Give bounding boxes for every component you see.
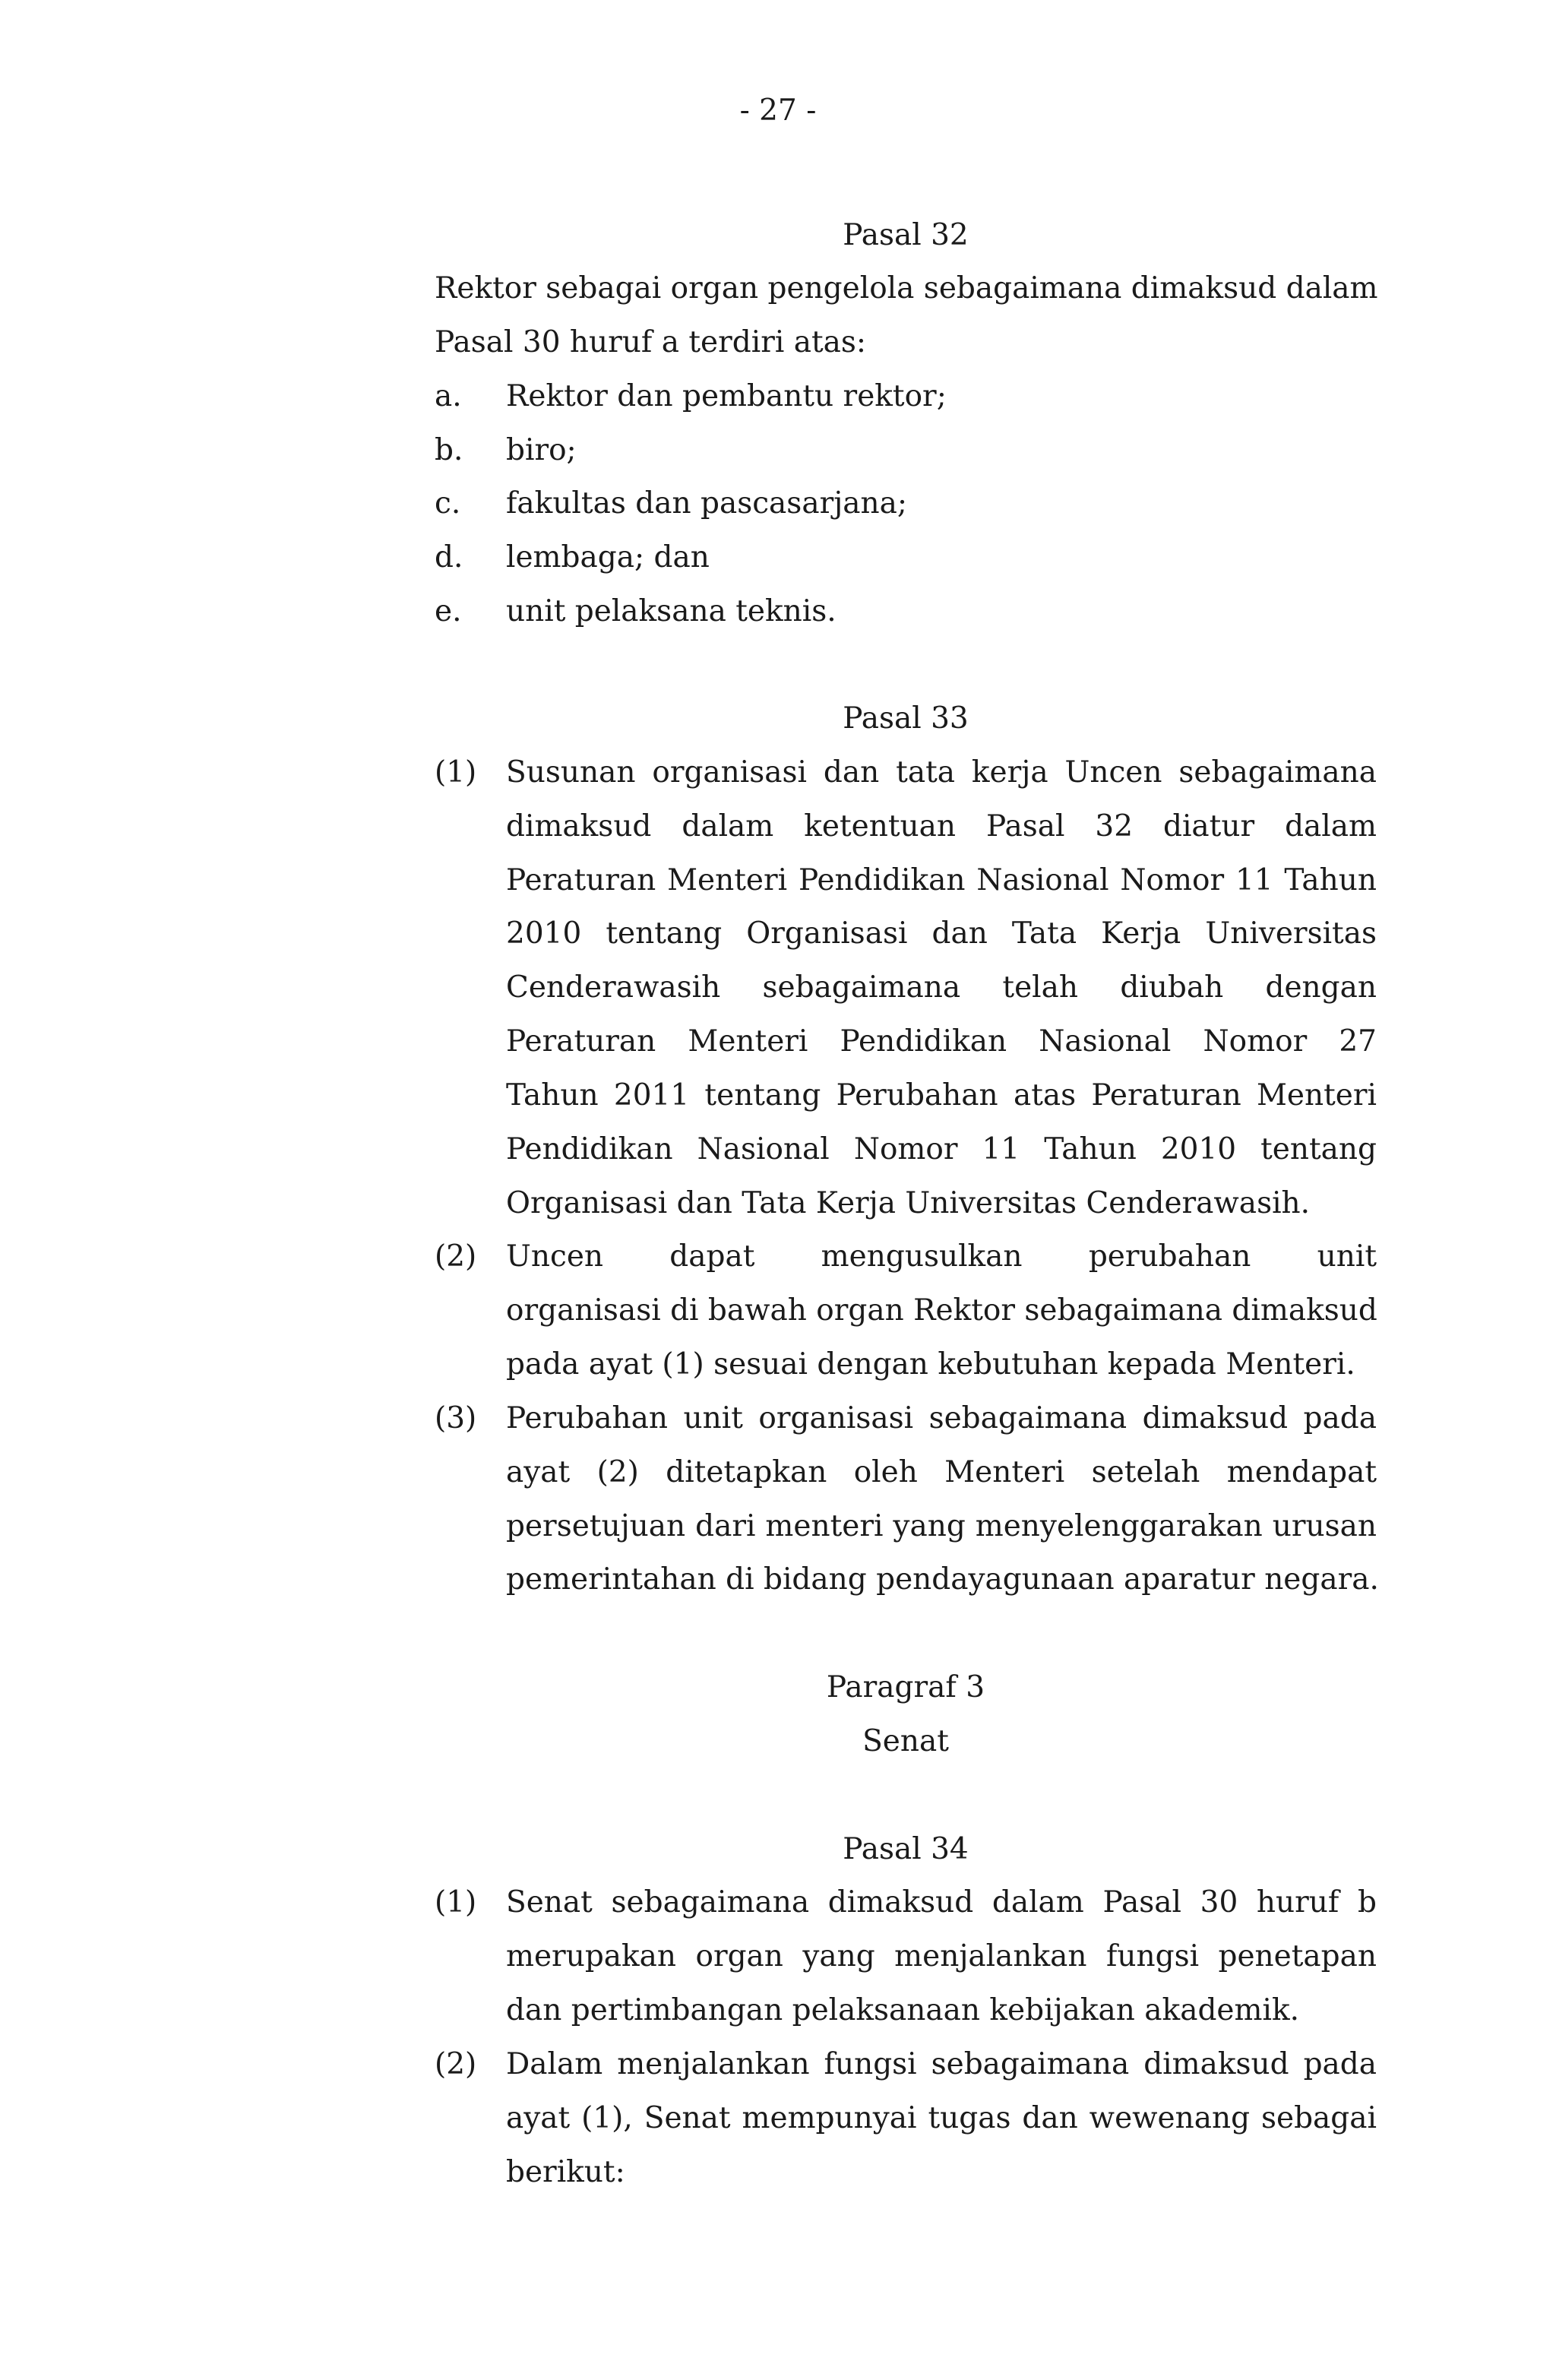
ayat-text-line: Peraturan Menteri Pendidikan Nasional Nomor 11 Tahun bbox=[506, 863, 1377, 897]
ayat-text-line: Perubahan unit organisasi sebagaimana dimaksud pada bbox=[506, 1401, 1377, 1435]
ayat-marker: (2) bbox=[435, 2047, 477, 2081]
ayat-text-line: Susunan organisasi dan tata kerja Uncen sebagaimana bbox=[506, 755, 1377, 790]
ayat-text-line: berikut: bbox=[506, 2155, 625, 2189]
ayat-text-line: Tahun 2011 tentang Perubahan atas Peraturan Menteri bbox=[506, 1078, 1377, 1112]
ayat-text-line: pada ayat (1) sesuai dengan kebutuhan kepada Menteri. bbox=[506, 1347, 1355, 1381]
ayat-marker: (2) bbox=[435, 1239, 477, 1274]
list-item-text: lembaga; dan bbox=[506, 540, 710, 574]
ayat-text-line: organisasi di bawah organ Rektor sebagaimana dimaksud bbox=[506, 1293, 1377, 1328]
pasal-33-title: Pasal 33 bbox=[843, 701, 969, 736]
list-item-marker: b. bbox=[435, 433, 463, 467]
ayat-marker: (3) bbox=[435, 1401, 477, 1435]
list-item-text: fakultas dan pascasarjana; bbox=[506, 486, 908, 521]
ayat-text-line: persetujuan dari menteri yang menyelenggarakan urusan bbox=[506, 1509, 1377, 1543]
pasal-32-intro-line: Pasal 30 huruf a terdiri atas: bbox=[435, 325, 867, 359]
ayat-marker: (1) bbox=[435, 1885, 477, 1920]
ayat-text-line: ayat (2) ditetapkan oleh Menteri setelah mendapat bbox=[506, 1455, 1377, 1489]
pasal-34-title: Pasal 34 bbox=[843, 1832, 969, 1866]
list-item-marker: a. bbox=[435, 379, 462, 413]
pasal-32-intro-line: Rektor sebagai organ pengelola sebagaimana dimaksud dalam bbox=[435, 271, 1378, 305]
ayat-text-line: Organisasi dan Tata Kerja Universitas Cenderawasih. bbox=[506, 1186, 1311, 1220]
pasal-32-title: Pasal 32 bbox=[843, 218, 969, 252]
ayat-text-line: 2010 tentang Organisasi dan Tata Kerja Universitas bbox=[506, 916, 1377, 951]
ayat-text-line: dan pertimbangan pelaksanaan kebijakan akademik. bbox=[506, 1993, 1299, 2027]
ayat-text-line: ayat (1), Senat mempunyai tugas dan wewenang sebagai bbox=[506, 2101, 1377, 2135]
list-item-marker: d. bbox=[435, 540, 463, 574]
list-item-text: biro; bbox=[506, 433, 577, 467]
ayat-text-line: dimaksud dalam ketentuan Pasal 32 diatur dalam bbox=[506, 809, 1377, 843]
ayat-text-line: Uncen dapat mengusulkan perubahan unit bbox=[506, 1239, 1377, 1274]
list-item-text: unit pelaksana teknis. bbox=[506, 594, 837, 628]
list-item-text: Rektor dan pembantu rektor; bbox=[506, 379, 947, 413]
ayat-marker: (1) bbox=[435, 755, 477, 790]
ayat-text-line: Dalam menjalankan fungsi sebagaimana dimaksud pada bbox=[506, 2047, 1377, 2081]
ayat-text-line: Cenderawasih sebagaimana telah diubah dengan bbox=[506, 970, 1377, 1005]
ayat-text-line: pemerintahan di bidang pendayagunaan aparatur negara. bbox=[506, 1562, 1379, 1597]
paragraf-3-title: Paragraf 3 bbox=[826, 1670, 985, 1704]
page-number: - 27 - bbox=[739, 93, 817, 128]
ayat-text-line: merupakan organ yang menjalankan fungsi penetapan bbox=[506, 1939, 1377, 1973]
list-item-marker: c. bbox=[435, 486, 461, 521]
paragraf-3-subtitle: Senat bbox=[862, 1724, 949, 1758]
list-item-marker: e. bbox=[435, 594, 462, 628]
ayat-text-line: Senat sebagaimana dimaksud dalam Pasal 30 huruf b bbox=[506, 1885, 1377, 1920]
ayat-text-line: Peraturan Menteri Pendidikan Nasional Nomor 27 bbox=[506, 1024, 1377, 1059]
ayat-text-line: Pendidikan Nasional Nomor 11 Tahun 2010 tentang bbox=[506, 1132, 1377, 1166]
